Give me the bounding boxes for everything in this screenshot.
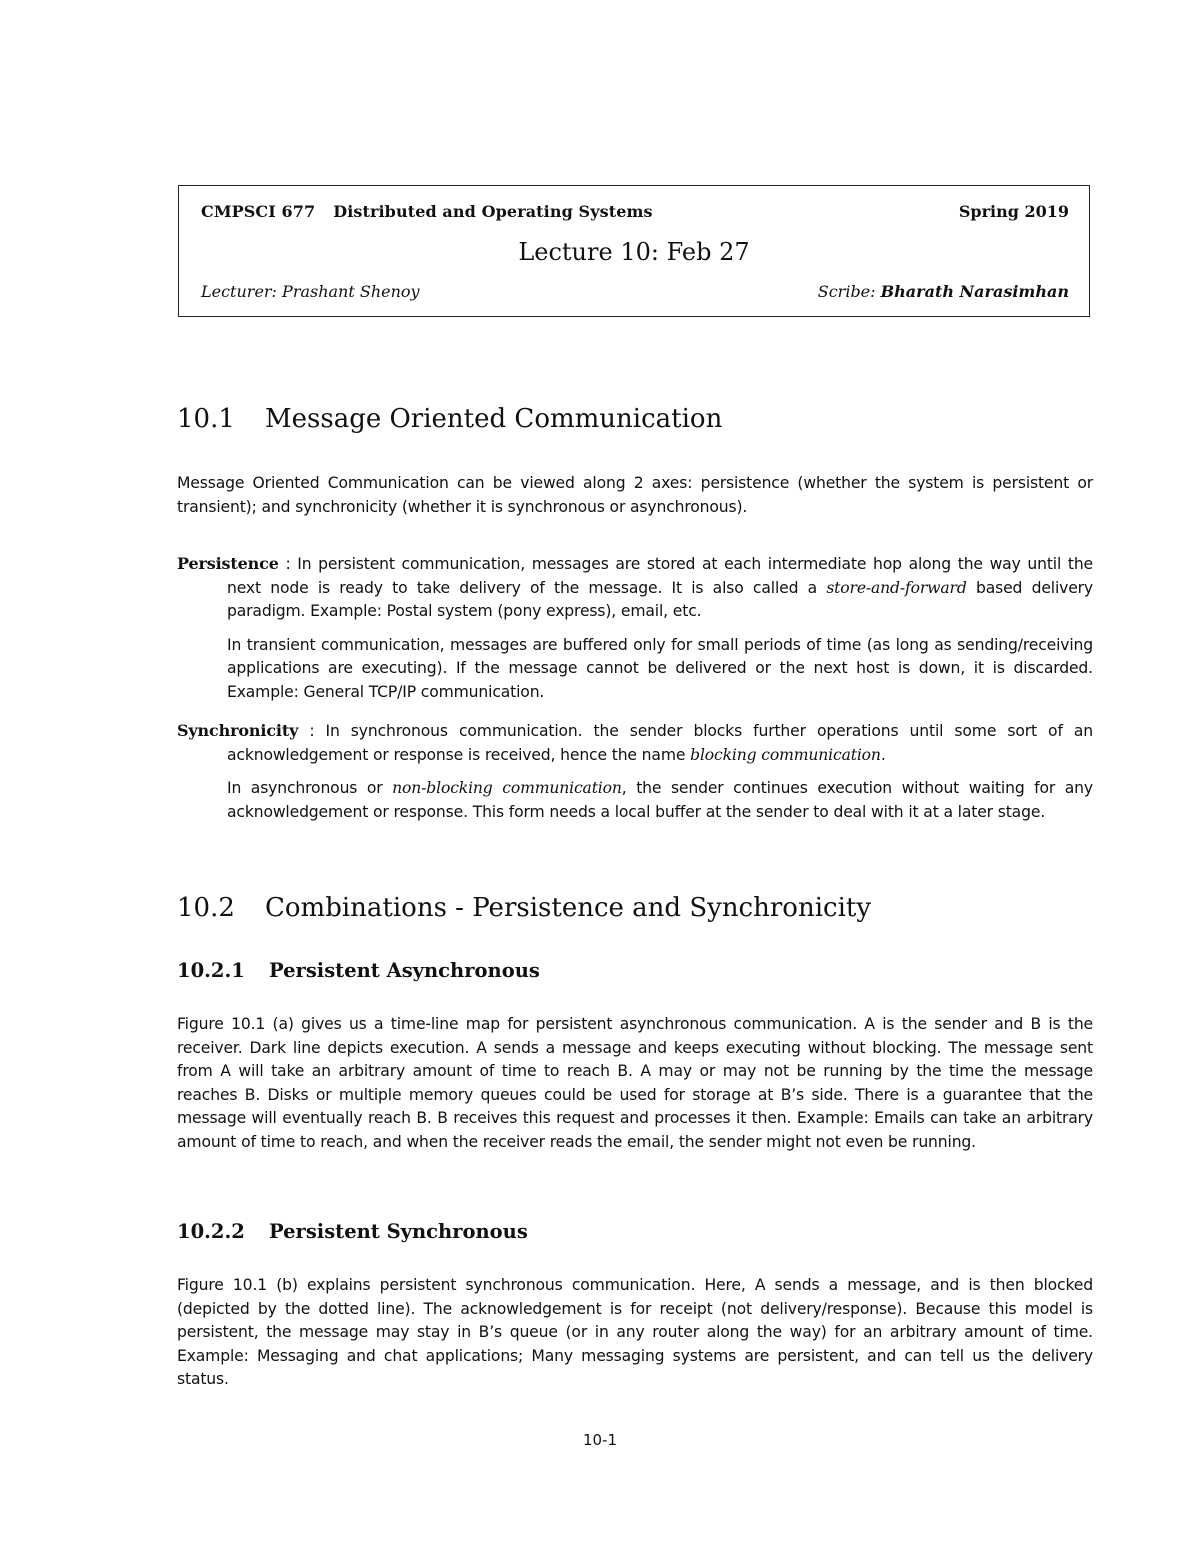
subsection-heading — [177, 959, 1093, 982]
synchronicity-term: Synchronicity — [177, 721, 299, 740]
persistence-sep: : — [278, 555, 298, 573]
subsection-title: Persistent Asynchronous — [269, 959, 540, 982]
section-heading — [177, 404, 1093, 434]
async-text-a: In asynchronous or — [227, 779, 393, 797]
blocking-communication-term: blocking communication — [690, 745, 881, 764]
section-10-1-heading-block — [177, 404, 1093, 434]
persistence-paragraph-1 — [177, 552, 1093, 624]
non-blocking-communication-term: non-blocking communication — [392, 779, 622, 797]
subsection-10-2-2-heading-block — [177, 1220, 1093, 1243]
lecture-title: Lecture 10: Feb 27 — [518, 238, 750, 266]
scribe-name: Bharath Narasimhan — [880, 282, 1069, 301]
page-number: 10-1 — [582, 1431, 618, 1449]
lecturer-label: Lecturer: — [201, 282, 277, 301]
course-line — [201, 202, 653, 221]
lecturer-line — [201, 282, 420, 301]
section-number: 10.2 — [177, 893, 235, 923]
synchronicity-paragraph-2 — [177, 777, 1093, 824]
synchronicity-text-b: . — [880, 745, 886, 764]
subsection-number: 10.2.2 — [177, 1220, 245, 1243]
persistent-async-paragraph: Figure 10.1 (a) gives us a time-line map for persistent asynchronous communication. A is the sender and B is the receiver. Dark line depicts execution. A sends a message and keeps executing without blocking. The message sent from A will take an arbitrary amount of time to reach B. A may or may not be running by the time the message reaches B. Disks or multiple memory queues could be used for storage at B’s side. There is a guarantee that the message will eventually reach B. B receives this request and processes it then. Example: Emails can take an arbitrary amount of time to reach, and when the receiver reads the email, the sender might not even be running. — [177, 1015, 1093, 1151]
scribe-line — [818, 282, 1069, 301]
section-heading — [177, 893, 1093, 923]
synchronicity-definition — [177, 719, 1093, 824]
async-text-b: , the sender continues execution without waiting for any acknowledgement or response. This form needs a local buffer at the sender to deal with it at a later stage. — [227, 779, 1093, 821]
subsection-title: Persistent Synchronous — [269, 1220, 528, 1243]
store-and-forward-term: store-and-forward — [826, 578, 967, 597]
persistence-text-b: based delivery paradigm. Example: Postal system (pony express), email, etc. — [227, 578, 1093, 620]
synchronicity-sep: : — [298, 722, 326, 740]
subsection-heading — [177, 1220, 1093, 1243]
persistent-sync-paragraph: Figure 10.1 (b) explains persistent synchronous communication. Here, A sends a message, and is then blocked (depicted by the dotted line). The acknowledgement is for receipt (not delivery/response). Because this model is persistent, the message may stay in B’s queue (or in any router along the way) for an arbitrary amount of time. Example: Messaging and chat applications; Many messaging systems are persistent, and can tell us the delivery status. — [177, 1276, 1093, 1388]
subsection-number: 10.2.1 — [177, 959, 245, 982]
intro-paragraph: Message Oriented Communication can be viewed along 2 axes: persistence (whether the system is persistent or transient); and synchronicity (whether it is synchronous or asynchronous). — [177, 474, 1093, 516]
section-title: Combinations - Persistence and Synchronicity — [265, 893, 872, 923]
section-10-1-intro-block — [177, 472, 1093, 519]
persistence-term: Persistence — [177, 554, 279, 573]
lecture-header-box — [178, 185, 1090, 317]
course-title: Distributed and Operating Systems — [333, 202, 653, 221]
lecturer-name: Prashant Shenoy — [282, 282, 420, 301]
scribe-label: Scribe: — [817, 282, 876, 301]
subsection-10-2-1-heading-block — [177, 959, 1093, 982]
persistence-paragraph-2: In transient communication, messages are buffered only for small periods of time (as long as sending/receiving applications are executing). If the message cannot be delivered or the next host is down, it is discarded. Example: General TCP/IP communication. — [227, 635, 1093, 701]
subsection-10-2-2-body — [177, 1274, 1093, 1392]
section-10-2-heading-block — [177, 893, 1093, 923]
persistence-text-a: In persistent communication, messages are stored at each intermediate hop along the way until the next node is ready to take delivery of the message. It is also called a — [227, 555, 1093, 597]
term: Spring 2019 — [958, 202, 1069, 221]
section-title: Message Oriented Communication — [265, 404, 723, 434]
synchronicity-text-a: In synchronous communication. the sender blocks further operations until some sort of an acknowledgement or response is received, hence the name — [227, 722, 1094, 764]
course-code: CMPSCI 677 — [201, 202, 316, 221]
section-number: 10.1 — [177, 404, 235, 434]
synchronicity-paragraph-1 — [177, 719, 1093, 767]
persistence-definition — [177, 552, 1093, 704]
subsection-10-2-1-body — [177, 1013, 1093, 1154]
